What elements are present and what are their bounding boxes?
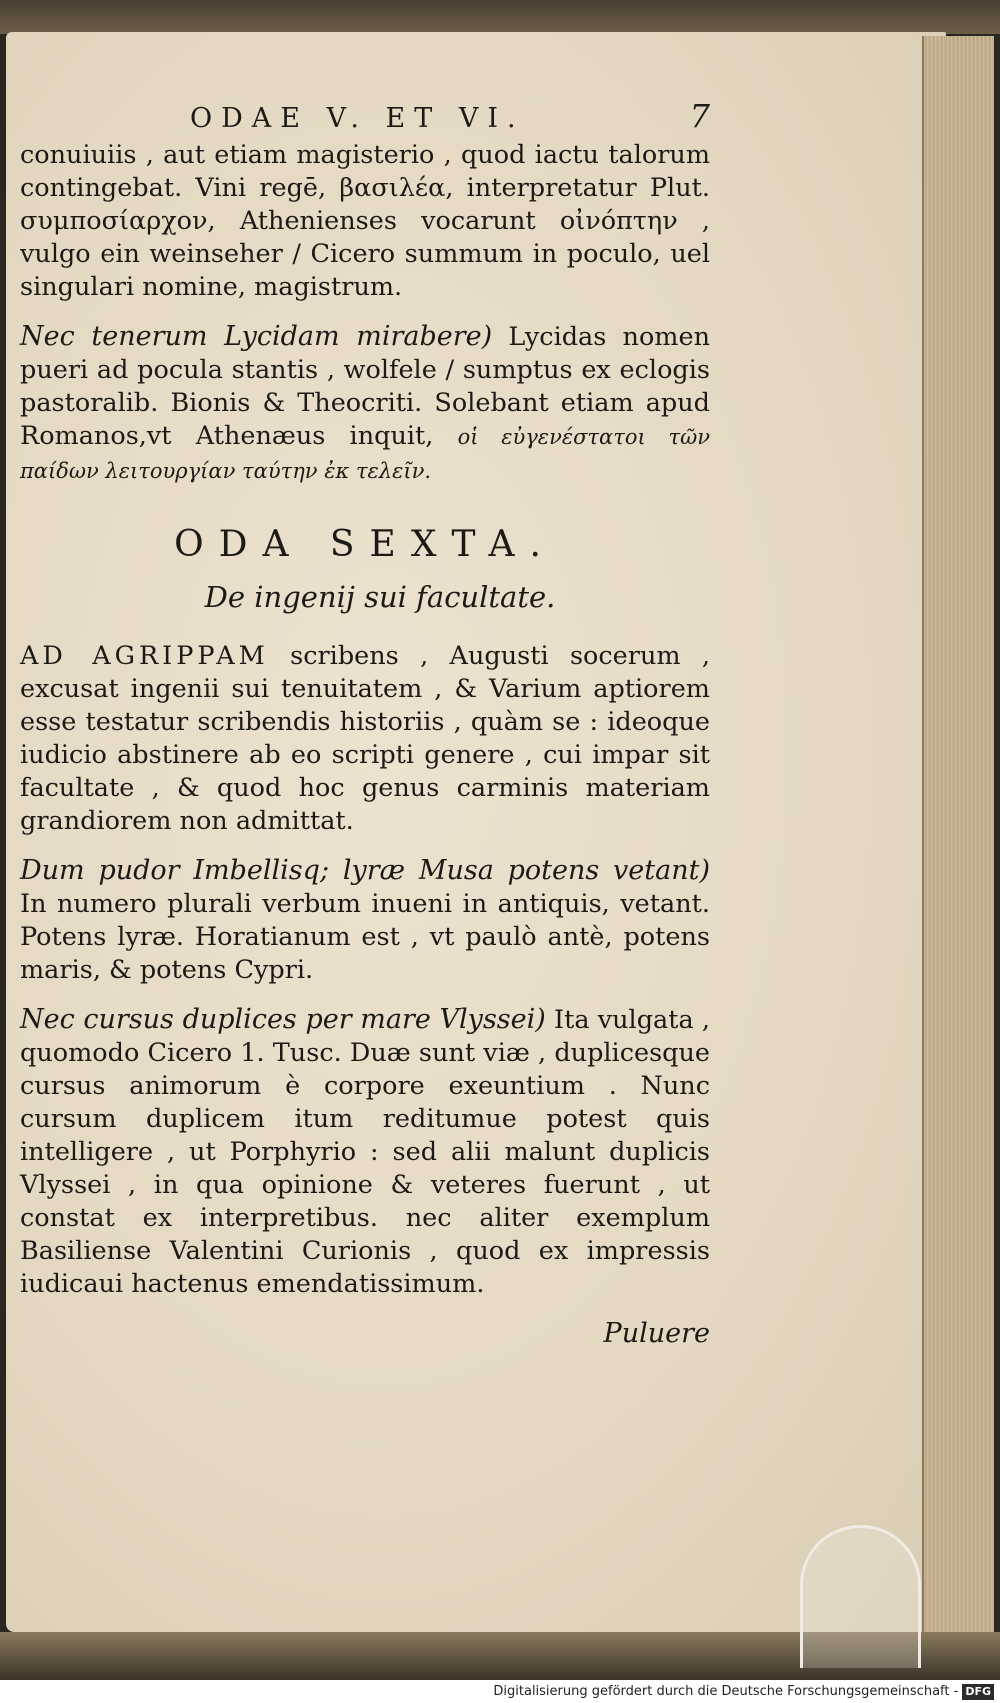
thumb-tab	[800, 1525, 921, 1668]
ode-title: ODA SEXTA.	[174, 524, 556, 565]
running-header	[20, 97, 710, 135]
intro-opening: AD AGRIPPAM	[20, 641, 269, 671]
ode-subtitle: De ingenij sui facultate.	[204, 580, 556, 614]
dfg-logo: DFG	[962, 1684, 994, 1700]
paragraph-1: conuiuiis , aut etiam magisterio , quod iactu talorum contingebat. Vini regē, βασιλέα, interpretatur Plut. συμποσίαρχον, Athenienses vocarunt οἰνόπτην , vulgo ein weinseher / Cicero summum in poculo, uel singulari nomine, magistrum.	[20, 140, 710, 302]
page-number: 7	[689, 97, 710, 135]
greek-quote: οἱ εὐγενέστατοι τῶν παίδων λειτουργίαν ταύτην ἐκ τελεῖν.	[20, 425, 710, 483]
running-title: ODAE V. ET VI.	[190, 103, 525, 134]
lemma: Nec tenerum Lycidam mirabere)	[20, 321, 493, 352]
footer-credit-text: Digitalisierung gefördert durch die Deutsche Forschungsgemeinschaft -	[493, 1684, 959, 1699]
paragraph-2: Nec tenerum Lycidam mirabere) Lycidas nomen pueri ad pocula stantis , wolfele / sumptus ex eclogis pastoralib. Bionis & Theocriti. Solebant etiam apud Romanos,vt Athenæus inquit, οἱ εὐγενέστατοι τῶν παίδων λειτουργίαν ταύτην ἐκ τελεῖν.	[20, 321, 710, 483]
page-edges	[922, 36, 994, 1636]
note-2: Nec cursus duplices per mare Vlyssei) Ita vulgata , quomodo Cicero 1. Tusc. Duæ sunt viæ , duplicesque cursus animorum è corpore exeuntium . Nunc cursum duplicem itum reditumue potest quis intelligere , ut Porphyrio : sed alii malunt duplicis Vlyssei , in qua opinione & veteres fuerunt , ut constat ex interpretibus. nec aliter exemplum Basiliense Valentini Curionis , quod ex impressis iudicaui hactenus emendatissimum.	[20, 1004, 710, 1299]
lemma: Dum pudor Imbellisq; lyræ Musa potens vetant)	[20, 855, 710, 886]
footer-credit	[0, 1680, 1000, 1703]
intro-paragraph: AD AGRIPPAM scribens , Augusti socerum , excusat ingenii sui tenuitatem , & Varium aptiorem esse testatur scribendis historiis , quàm se : ideoque iudicio abstinere ab eo scripti genere , cui impar sit facultate , & quod hoc genus carminis materiam grandiorem non admittat.	[20, 641, 710, 836]
lemma: Nec cursus duplices per mare Vlyssei)	[20, 1004, 546, 1035]
book-top-edge	[0, 0, 1000, 34]
page-text	[20, 97, 710, 1350]
note-1: Dum pudor Imbellisq; lyræ Musa potens vetant) In numero plurali verbum inueni in antiquis, vetant. Potens lyræ. Horatianum est , vt paulò antè, potens maris, & potens Cypri.	[20, 855, 710, 985]
catchword: Puluere	[603, 1318, 710, 1349]
